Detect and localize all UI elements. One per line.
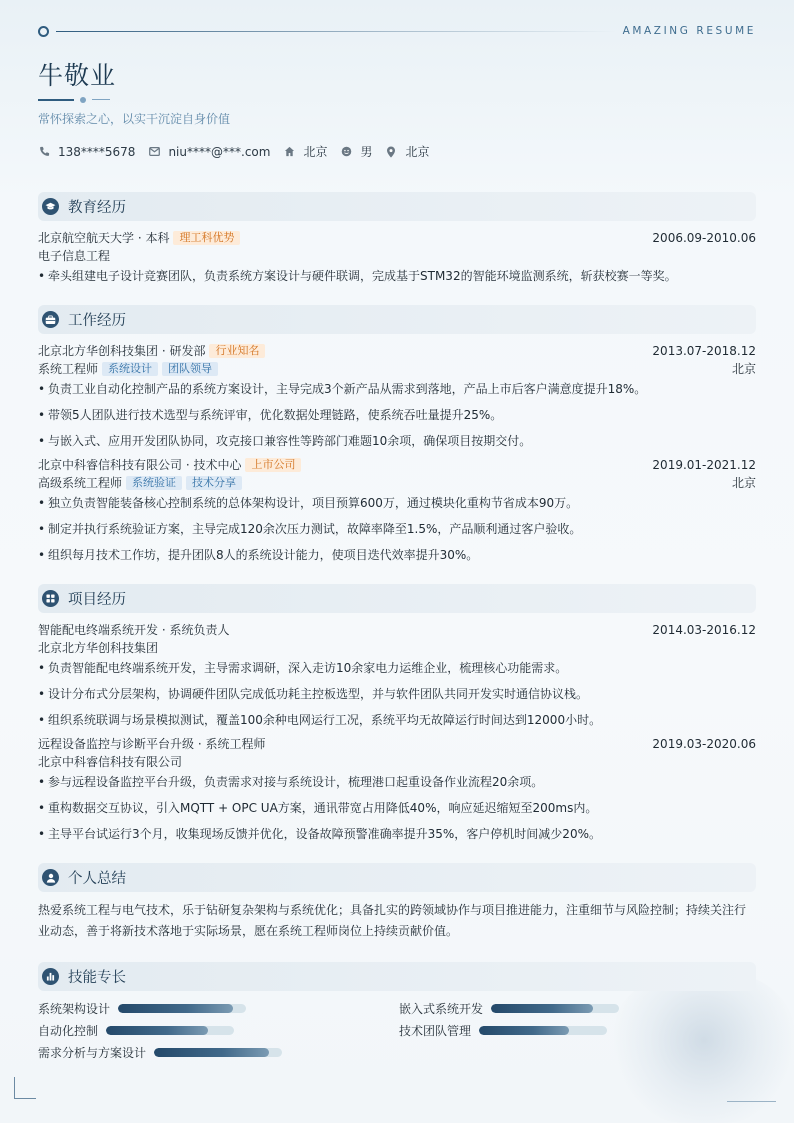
skill-bar-fill: [154, 1048, 269, 1057]
section-header-projects: [38, 584, 756, 613]
contact-location: [385, 143, 429, 160]
skill-item: [38, 1022, 234, 1039]
skill-item: [38, 1044, 282, 1061]
skill-bar: [491, 1004, 619, 1013]
project-bullet: • 参与远程设备监控平台升级，负责需求对接与系统设计，梳理港口起重设备作业流程20余项。: [38, 774, 756, 790]
work-company-row: [38, 343, 756, 359]
section-header-summary: [38, 863, 756, 892]
work-city: 北京: [731, 476, 756, 490]
work-role-row: [38, 361, 756, 377]
education-period: 2006.09-2010.06: [652, 231, 756, 245]
section-header-skills: [38, 962, 756, 991]
school-name: 北京航空航天大学 · 本科: [38, 231, 170, 245]
corner-mark: [14, 1077, 15, 1099]
role-title: 高级系统工程师: [38, 476, 123, 490]
skill-bar: [106, 1026, 234, 1035]
role-tag: 系统验证: [126, 476, 182, 490]
skill-bar: [118, 1004, 246, 1013]
project-period: 2019.03-2020.06: [652, 737, 756, 751]
contact-text: 北京: [303, 145, 328, 159]
grid-icon: [42, 590, 59, 607]
work-bullet: • 带领5人团队进行技术选型与系统评审，优化数据处理链路，使系统吞吐量提升25%。: [38, 407, 756, 423]
summary-text: 热爱系统工程与电气技术，乐于钻研复杂架构与系统优化；具备扎实的跨领域协作与项目推进能力，注重细节与风险控制；持续关注行业动态，善于将新技术落地于实际场景，愿在系统工程师岗位上持续贡献价值。: [38, 903, 747, 938]
work-company-row: [38, 457, 756, 473]
person-name: 牛敬业: [38, 61, 117, 90]
motto: 常怀探索之心，以实干沉淀自身价值: [38, 112, 231, 126]
name-underline-dot: [80, 97, 86, 103]
skill-item: [38, 1000, 246, 1017]
brand-label: AMAZING RESUME: [622, 25, 756, 37]
bar-chart-icon: [42, 968, 59, 985]
project-title: 智能配电终端系统开发 · 系统负责人: [38, 623, 230, 637]
work-bullet: • 独立负责智能装备核心控制系统的总体架构设计，项目预算600万，通过模块化重构节省成本90万。: [38, 495, 756, 511]
project-org: 北京北方华创科技集团: [38, 641, 159, 655]
skill-name: 自动化控制: [38, 1024, 99, 1038]
work-city: 北京: [731, 362, 756, 376]
work-bullet: • 组织每月技术工作坊，提升团队8人的系统设计能力，使项目迭代效率提升30%。: [38, 547, 756, 563]
section-title: 工作经历: [68, 313, 126, 329]
mail-icon: [148, 146, 160, 158]
person-icon: [42, 869, 59, 886]
name-underline-short: [92, 99, 110, 100]
work-bullet: • 负责工业自动化控制产品的系统方案设计，主导完成3个新产品从需求到落地，产品上市后客户满意度提升18%。: [38, 381, 756, 397]
education-major: 电子信息工程: [38, 249, 111, 263]
section-title: 个人总结: [68, 871, 126, 887]
school-tag: 理工科优势: [173, 231, 240, 245]
skill-name: 嵌入式系统开发: [399, 1002, 484, 1016]
section-header-education: [38, 192, 756, 221]
name-underline: [38, 99, 74, 101]
project-title-row: [38, 622, 756, 638]
graduation-cap-icon: [42, 198, 59, 215]
project-bullet: • 主导平台试运行3个月，收集现场反馈并优化，设备故障预警准确率提升35%，客户停机时间减少20%。: [38, 826, 756, 842]
role-title: 系统工程师: [38, 362, 99, 376]
ring-icon: [38, 26, 49, 37]
work-role-row: [38, 475, 756, 491]
project-bullet: • 负责智能配电终端系统开发，主导需求调研，深入走访10余家电力运维企业，梳理核心功能需求。: [38, 660, 756, 676]
section-title: 项目经历: [68, 592, 126, 608]
project-bullet: • 重构数据交互协议，引入MQTT + OPC UA方案，通讯带宽占用降低40%，响应延迟缩短至200ms内。: [38, 800, 756, 816]
gender-icon: [340, 146, 352, 158]
skill-name: 需求分析与方案设计: [38, 1046, 147, 1060]
company-tag: 行业知名: [209, 344, 265, 358]
skill-bar: [479, 1026, 607, 1035]
skill-bar-fill: [106, 1026, 208, 1035]
section-header-work: [38, 305, 756, 334]
skill-name: 技术团队管理: [399, 1024, 472, 1038]
project-bullet: • 设计分布式分层架构，协调硬件团队完成低功耗主控板选型，并与软件团队共同开发实时通信协议栈。: [38, 686, 756, 702]
contact-email: [148, 145, 270, 159]
company-tag: 上市公司: [245, 458, 301, 472]
briefcase-icon: [42, 311, 59, 328]
project-period: 2014.03-2016.12: [652, 623, 756, 637]
project-bullet: • 组织系统联调与场景模拟测试，覆盖100余种电网运行工况，系统平均无故障运行时间达到12000小时。: [38, 712, 756, 728]
skill-bar: [154, 1048, 282, 1057]
skill-name: 系统架构设计: [38, 1002, 111, 1016]
work-period: 2013.07-2018.12: [652, 344, 756, 358]
project-org: 北京中科睿信科技有限公司: [38, 755, 183, 769]
contact-gender: [340, 143, 372, 160]
education-school-row: [38, 230, 756, 246]
role-tag: 系统设计: [102, 362, 158, 376]
skill-bar-fill: [491, 1004, 593, 1013]
contact-text: 北京: [405, 145, 430, 159]
role-tag: 技术分享: [186, 476, 242, 490]
resume-page: [38, 0, 756, 1123]
skill-item: [399, 1000, 619, 1017]
phone-icon: [38, 146, 50, 158]
education-bullet: • 牵头组建电子设计竞赛团队，负责系统方案设计与硬件联调，完成基于STM32的智能环境监测系统，斩获校赛一等奖。: [38, 268, 756, 284]
work-period: 2019.01-2021.12: [652, 458, 756, 472]
work-bullet: • 与嵌入式、应用开发团队协同，攻克接口兼容性等跨部门难题10余项，确保项目按期交付。: [38, 433, 756, 449]
role-tag: 团队领导: [162, 362, 218, 376]
contact-text: niu****@***.com: [168, 144, 271, 159]
contact-info: [38, 143, 443, 160]
skill-bar-fill: [118, 1004, 233, 1013]
project-title: 远程设备监控与诊断平台升级 · 系统工程师: [38, 737, 266, 751]
work-bullet: • 制定并执行系统验证方案，主导完成120余次压力测试，故障率降至1.5%，产品顺利通过客户验收。: [38, 521, 756, 537]
home-icon: [283, 146, 295, 158]
location-pin-icon: [385, 146, 397, 158]
company-name: 北京北方华创科技集团 · 研发部: [38, 344, 206, 358]
section-title: 技能专长: [68, 970, 126, 986]
section-title: 教育经历: [68, 200, 126, 216]
contact-text: 138****5678: [58, 144, 136, 159]
company-name: 北京中科睿信科技有限公司 · 技术中心: [38, 458, 242, 472]
skill-item: [399, 1022, 607, 1039]
corner-mark: [14, 1098, 36, 1099]
project-title-row: [38, 736, 756, 752]
contact-home: [283, 143, 327, 160]
contact-phone: [38, 145, 135, 159]
top-divider: [56, 31, 616, 32]
skill-bar-fill: [479, 1026, 569, 1035]
contact-text: 男: [360, 145, 373, 159]
